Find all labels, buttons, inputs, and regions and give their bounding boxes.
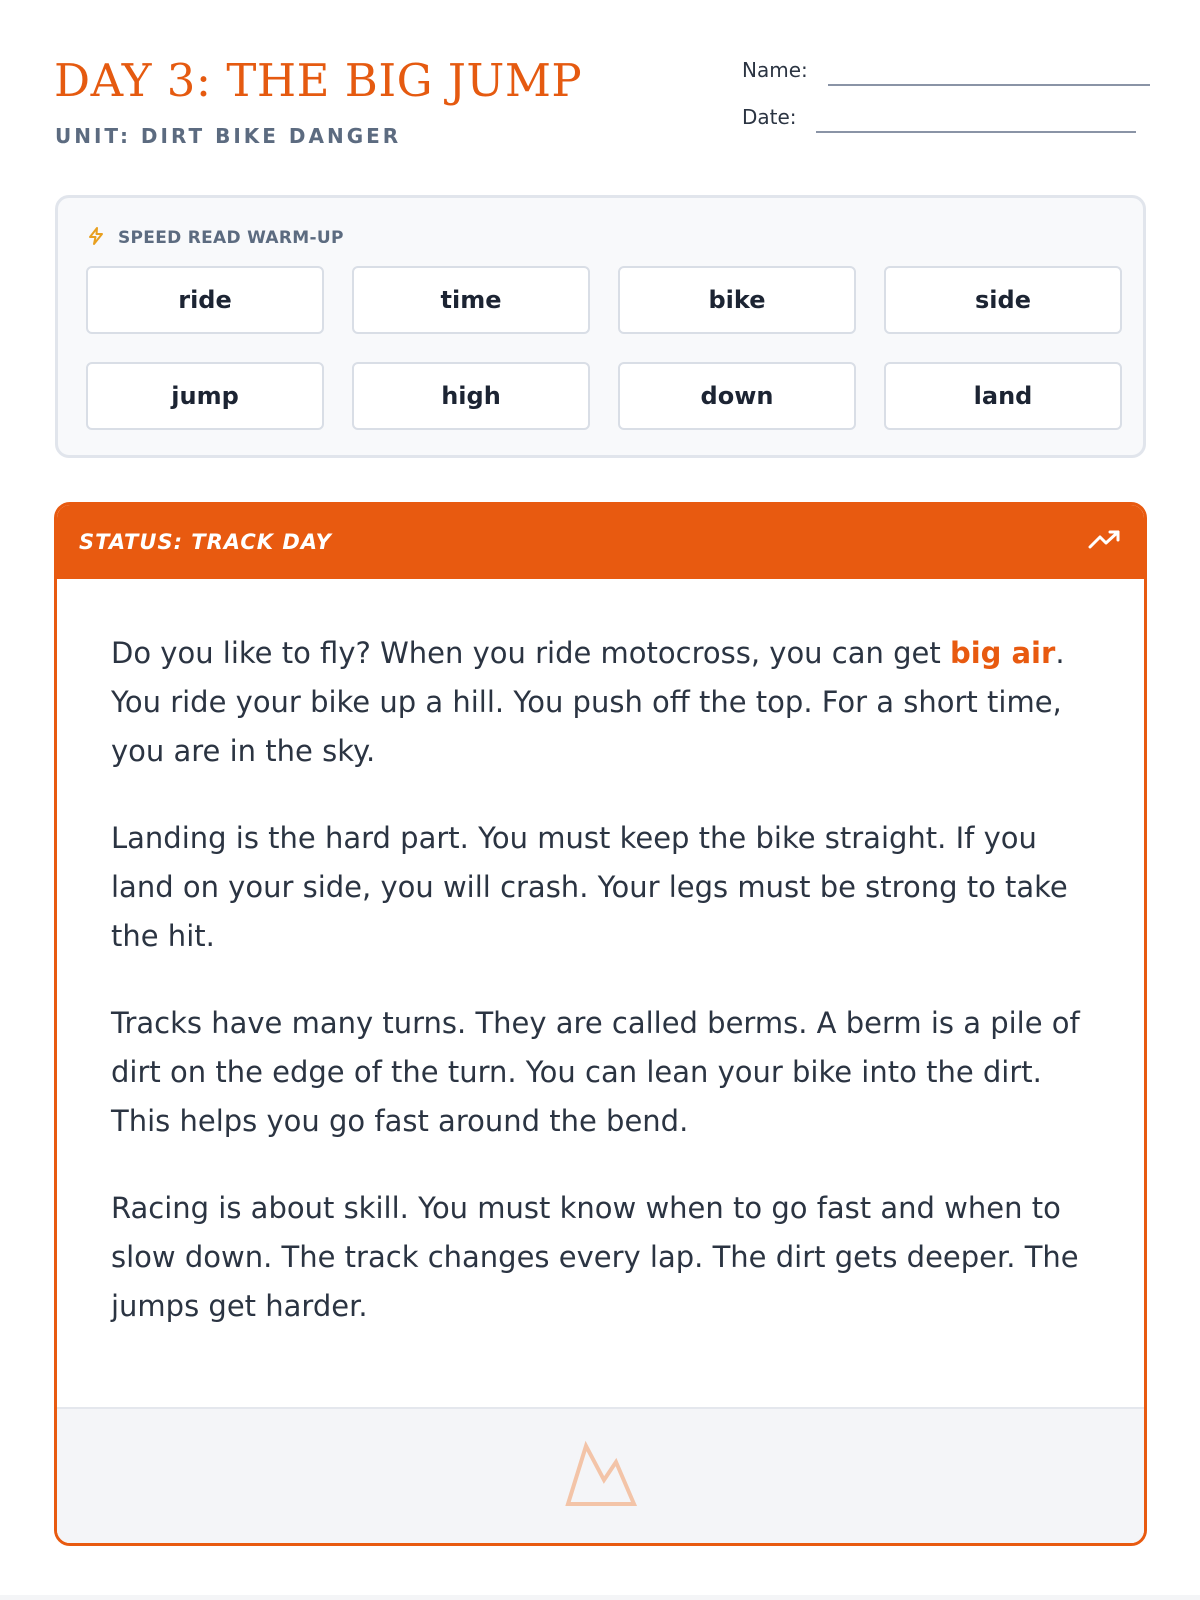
sight-word: bike [618,266,856,334]
story-paragraph: Tracks have many turns. They are called berms. A berm is a pile of dirt on the edge of the turn. You can lean your bike into the dirt. This helps you go fast around the bend. [111,1006,1080,1138]
date-label: Date: [742,105,797,129]
lightning-icon [86,226,106,250]
warmup-label: SPEED READ WARM-UP [118,228,344,248]
sight-word: time [352,266,590,334]
highlight-term: big air [949,636,1056,670]
date-field-line[interactable] [816,131,1136,133]
status-label: STATUS: TRACK DAY [79,530,332,554]
story-header [57,505,1144,579]
mountain-icon [564,1440,638,1512]
name-label: Name: [742,58,808,82]
story-card [54,502,1147,1546]
word-grid [86,266,1122,430]
sight-word: jump [86,362,324,430]
sight-word: high [352,362,590,430]
sight-word: side [884,266,1122,334]
story-paragraph: Do you like to fly? When you ride motocross, you can get big air. You ride your bike up a hill. You push off the top. For a short time, you are in the sky. [111,636,1065,768]
name-field-line[interactable] [828,84,1150,86]
story-body [57,579,1144,1331]
story-footer [57,1407,1144,1543]
story-paragraph: Racing is about skill. You must know when to go fast and when to slow down. The track changes every lap. The dirt gets deeper. The jumps get harder. [111,1191,1079,1323]
sight-word: ride [86,266,324,334]
page-title: DAY 3: THE BIG JUMP [54,54,583,107]
sight-word: down [618,362,856,430]
speed-read-warmup [55,195,1146,458]
story-paragraph: Landing is the hard part. You must keep the bike straight. If you land on your side, you will crash. Your legs must be strong to take the hit. [111,821,1068,953]
unit-subtitle: UNIT: DIRT BIKE DANGER [55,124,402,148]
trending-up-icon [1088,529,1122,555]
sight-word: land [884,362,1122,430]
